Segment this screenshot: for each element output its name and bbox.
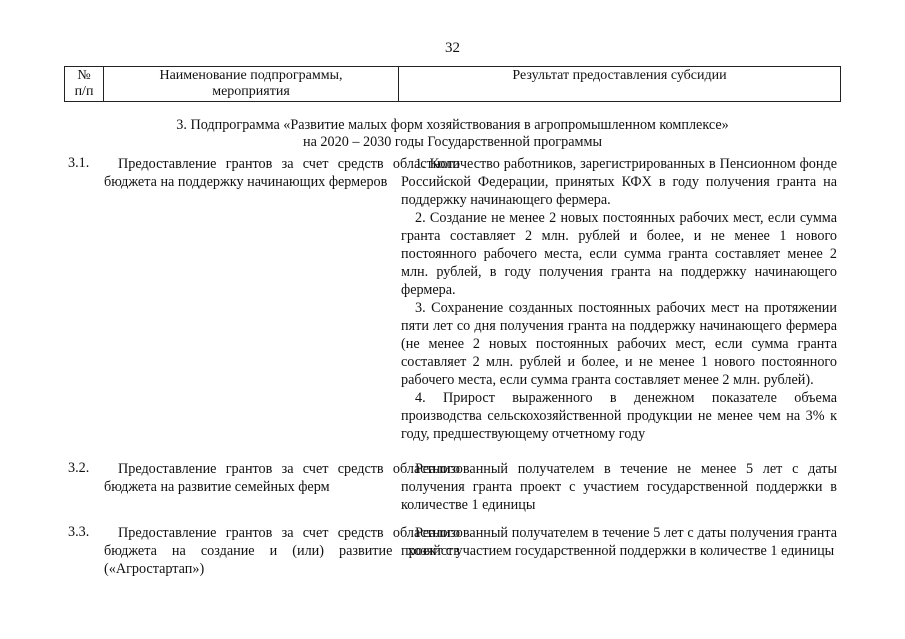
- row-name-text: Предоставление грантов за счет средств областного бюджета на поддержку начинающих фермеров: [104, 156, 460, 190]
- table-header: [64, 66, 841, 102]
- section-title: [64, 117, 841, 151]
- section-title-line2: на 2020 – 2030 годы Государственной программы: [303, 134, 602, 150]
- result-item: 1. Количество работников, зарегистрированных в Пенсионном фонде Российской Федерации, принятых КФХ в году получения гранта на поддержку начинающего фермера.: [401, 156, 837, 208]
- header-col-number-line1: №: [77, 68, 91, 83]
- result-item: Реализованный получателем в течение 5 лет с даты получения гранта проект с участием государственной поддержки в количестве 1 единицы: [401, 525, 837, 559]
- header-col-number: [65, 67, 104, 102]
- row-number: 3.1.: [68, 155, 90, 171]
- result-item: 3. Сохранение созданных постоянных рабочих мест на протяжении пяти лет со дня получения гранта на поддержку начинающего фермера (не менее 2 новых постоянных рабочих мест, если сумма гранта составляет 2 млн. рублей и более, и не менее 1 нового постоянного рабочего места, если сумма гранта составляет менее 2 млн. рублей).: [401, 300, 837, 388]
- header-col-name: [104, 67, 399, 102]
- row-results: [401, 155, 837, 443]
- row-number: 3.2.: [68, 460, 90, 476]
- row-name-text: Предоставление грантов за счет средств областного бюджета на развитие семейных ферм: [104, 461, 460, 495]
- row-number: 3.3.: [68, 524, 90, 540]
- row-results: [401, 524, 837, 560]
- result-item: Реализованный получателем в течение не менее 5 лет с даты получения гранта проект с участием государственной поддержки в количестве 1 единицы: [401, 461, 837, 513]
- row-name-text: Предоставление грантов за счет средств областного бюджета на создание и (или) развитие хозяйств («Агростартап»): [104, 525, 460, 577]
- row-results: [401, 460, 837, 514]
- header-col-result: Результат предоставления субсидии: [399, 67, 841, 102]
- result-item: 2. Создание не менее 2 новых постоянных рабочих мест, если сумма гранта составляет 2 млн. рублей и более, и не менее 1 нового постоянного рабочего места, если сумма гранта составляет менее 2 млн. рублей, в году получения гранта на поддержку начинающего фермера.: [401, 210, 837, 298]
- section-title-line1: 3. Подпрограмма «Развитие малых форм хозяйствования в агропромышленном комплексе»: [176, 117, 729, 133]
- page-number: 32: [445, 40, 460, 56]
- header-col-name-line1: Наименование подпрограммы,: [159, 68, 343, 83]
- header-col-number-line2: п/п: [74, 84, 94, 99]
- result-item: 4. Прирост выраженного в денежном показателе объема производства сельскохозяйственной продукции не менее чем на 3% к году, предшествующему отчетному году: [401, 390, 837, 442]
- header-col-name-line2: мероприятия: [212, 84, 290, 99]
